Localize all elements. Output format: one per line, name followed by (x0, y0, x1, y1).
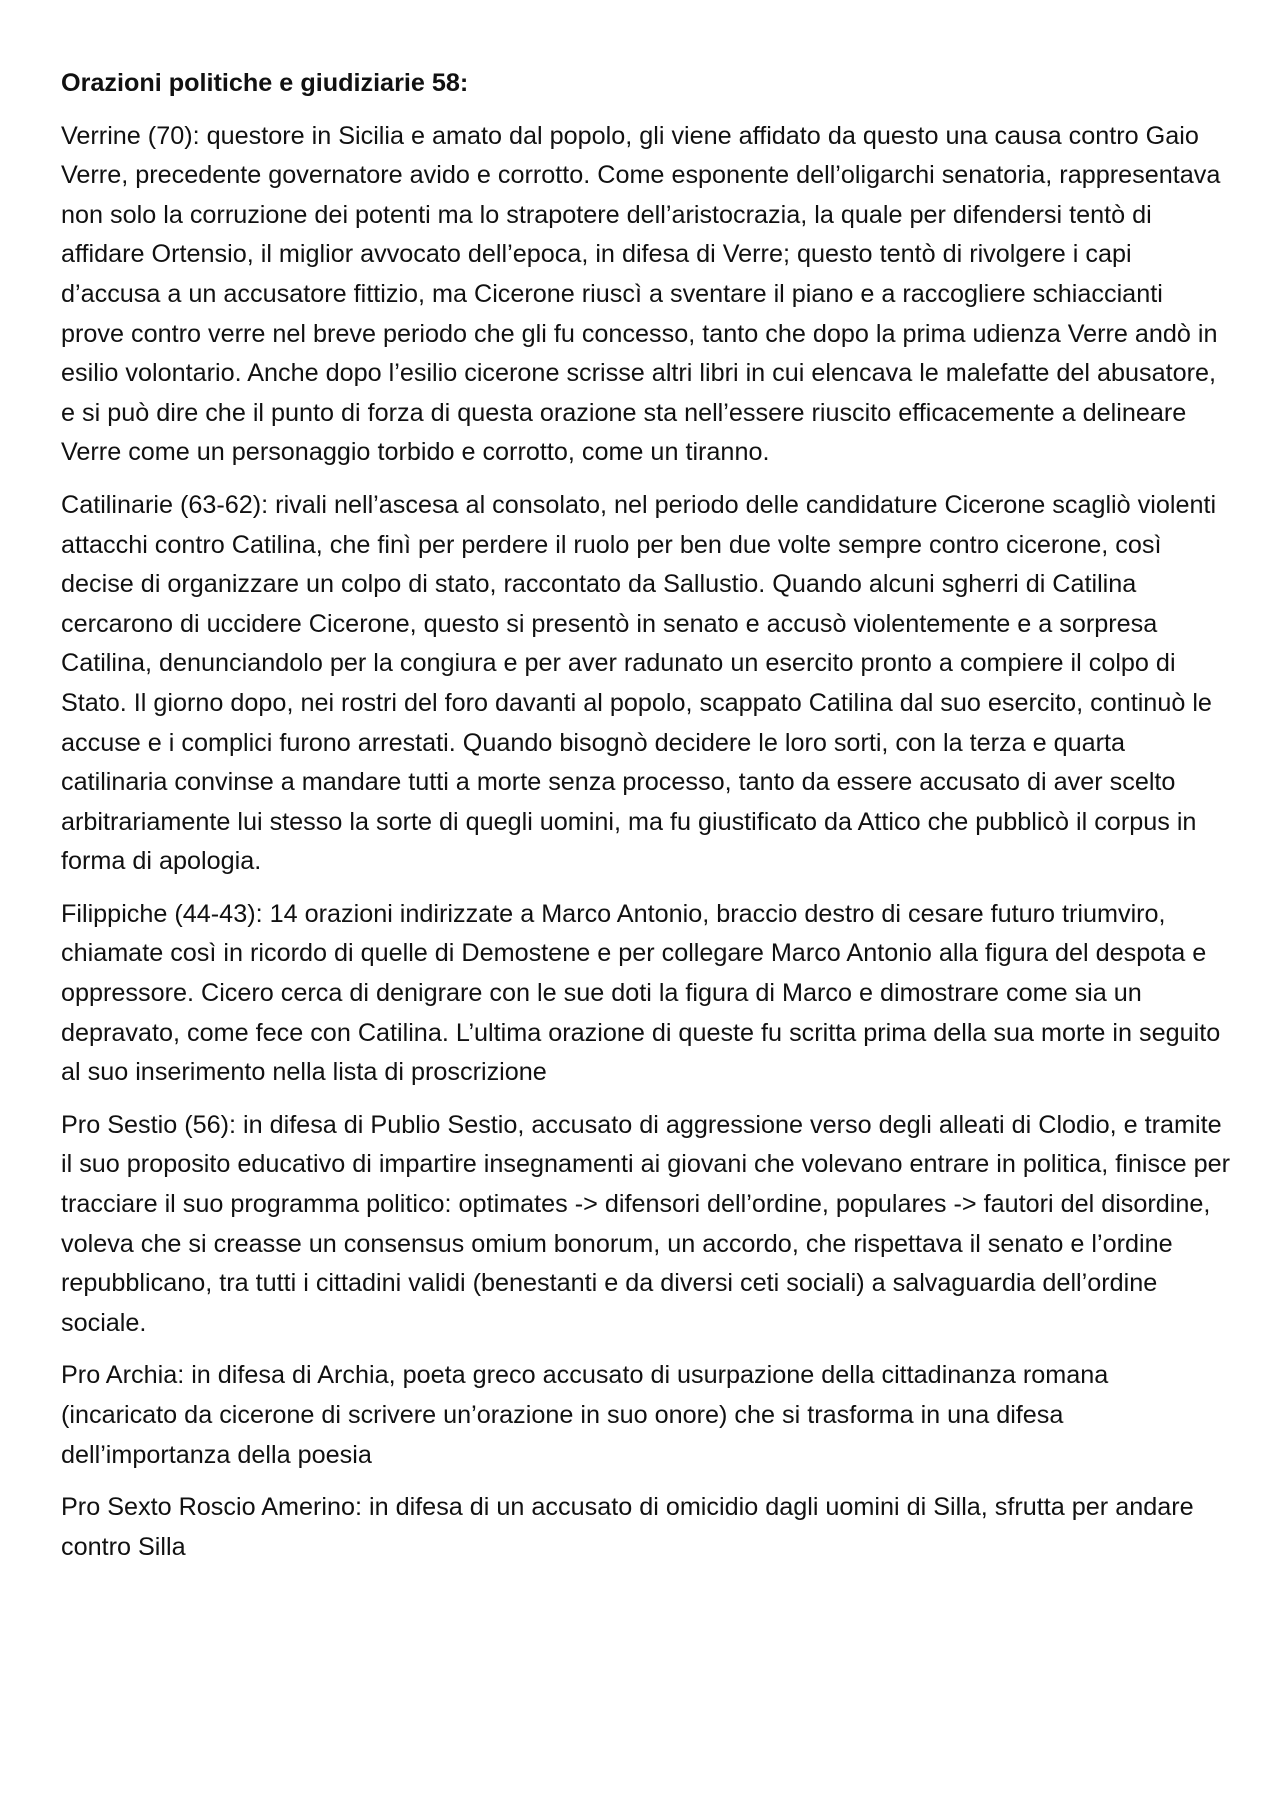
paragraph-pro-sexto-roscio: Pro Sexto Roscio Amerino: in difesa di un accusato di omicidio dagli uomini di Silla, sfrutta per andare contro Silla (61, 1493, 1194, 1561)
document-title: Orazioni politiche e giudiziarie 58: (61, 69, 469, 97)
document-page (61, 64, 1231, 1580)
paragraph-filippiche: Filippiche (44-43): 14 orazioni indirizzate a Marco Antonio, braccio destro di cesare futuro triumviro, chiamate così in ricordo di quelle di Demostene e per collegare Marco Antonio alla figura del despota e oppressore. Cicero cerca di denigrare con le sue doti la figura di Marco e dimostrare come sia un depravato, come fece con Catilina. L’ultima orazione di queste fu scritta prima della sua morte in seguito al suo inserimento nella lista di proscrizione (61, 899, 1221, 1087)
paragraph-catilinarie: Catilinarie (63-62): rivali nell’ascesa al consolato, nel periodo delle candidature Cicerone scagliò violenti attacchi contro Catilina, che finì per perdere il ruolo per ben due volte sempre contro cicerone, così decise di organizzare un colpo di stato, raccontato da Sallustio. Quando alcuni sgherri di Catilina cercarono di uccidere Cicerone, questo si presentò in senato e accusò violentemente e a sorpresa Catilina, denunciandolo per la congiura e per aver radunato un esercito pronto a compiere il colpo di Stato. Il giorno dopo, nei rostri del foro davanti al popolo, scappato Catilina dal suo esercito, continuò le accuse e i complici furono arrestati. Quando bisognò decidere le loro sorti, con la terza e quarta catilinaria convinse a mandare tutti a morte senza processo, tanto da essere accusato di aver scelto arbitrariamente lui stesso la sorte di quegli uomini, ma fu giustificato da Attico che pubblicò il corpus in forma di apologia. (61, 490, 1217, 876)
paragraph-verrine: Verrine (70): questore in Sicilia e amato dal popolo, gli viene affidato da questo una causa contro Gaio Verre, precedente governatore avido e corrotto. Come esponente dell’oligarchi senatoria, rappresentava non solo la corruzione dei potenti ma lo strapotere dell’aristocrazia, la quale per difendersi tentò di affidare Ortensio, il miglior avvocato dell’epoca, in difesa di Verre; questo tentò di rivolgere i capi d’accusa a un accusatore fittizio, ma Cicerone riuscì a sventare il piano e a raccogliere schiaccianti prove contro verre nel breve periodo che gli fu concesso, tanto che dopo la prima udienza Verre andò in esilio volontario. Anche dopo l’esilio cicerone scrisse altri libri in cui elencava le malefatte del abusatore, e si può dire che il punto di forza di questa orazione sta nell’essere riuscito efficacemente a delineare Verre come un personaggio torbido e corrotto, come un tiranno. (61, 121, 1221, 467)
paragraph-pro-archia: Pro Archia: in difesa di Archia, poeta greco accusato di usurpazione della cittadinanza romana (incaricato da cicerone di scrivere un’orazione in suo onore) che si trasforma in una difesa dell’importanza della poesia (61, 1361, 1109, 1469)
paragraph-pro-sestio: Pro Sestio (56): in difesa di Publio Sestio, accusato di aggressione verso degli alleati di Clodio, e tramite il suo proposito educativo di impartire insegnamenti ai giovani che volevano entrare in politica, finisce per tracciare il suo programma politico: optimates -> difensori dell’ordine, populares -> fautori del disordine, voleva che si creasse un consensus omium bonorum, un accordo, che rispettava il senato e l’ordine repubblicano, tra tutti i cittadini validi (benestanti e da diversi ceti sociali) a salvaguardia dell’ordine sociale. (61, 1110, 1231, 1337)
